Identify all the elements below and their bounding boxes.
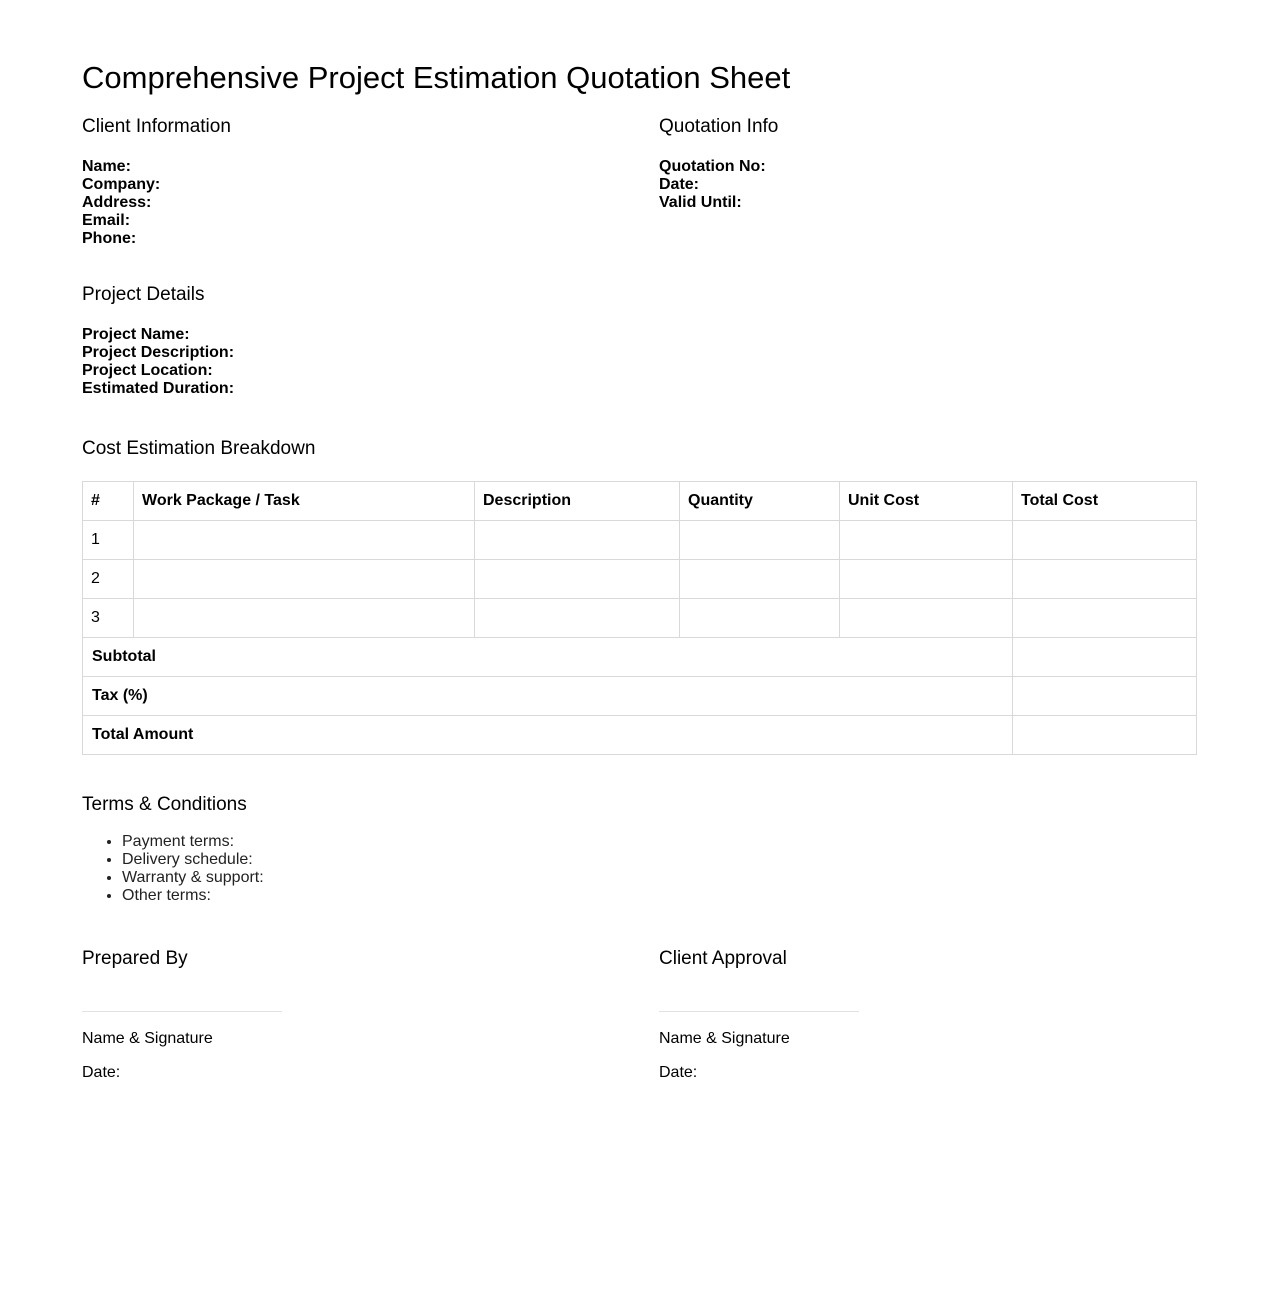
terms-section <box>82 793 264 905</box>
client-approval-section <box>659 947 1059 1082</box>
task-cell[interactable] <box>134 521 475 560</box>
subtotal-row <box>83 638 1197 677</box>
client-information-fields <box>82 158 231 248</box>
total-cost-cell[interactable] <box>1013 560 1197 599</box>
terms-heading: Terms & Conditions <box>82 794 247 815</box>
project-details-section <box>82 283 234 398</box>
client-address-label: Address: <box>82 194 152 211</box>
client-approval-signature-line[interactable] <box>659 1011 859 1012</box>
column-header-number: # <box>83 482 134 521</box>
column-header-task: Work Package / Task <box>134 482 475 521</box>
column-header-quantity: Quantity <box>680 482 840 521</box>
client-phone-label: Phone: <box>82 230 137 247</box>
description-cell[interactable] <box>475 521 680 560</box>
client-information-section <box>82 115 231 248</box>
column-header-total-cost: Total Cost <box>1013 482 1197 521</box>
project-description-label: Project Description: <box>82 344 235 361</box>
estimated-duration-label: Estimated Duration: <box>82 380 235 397</box>
quotation-date-label: Date: <box>659 176 700 193</box>
terms-list <box>82 833 264 905</box>
quantity-cell[interactable] <box>680 599 840 638</box>
quotation-info-fields <box>659 158 778 212</box>
tax-value-cell[interactable] <box>1013 677 1197 716</box>
description-cell[interactable] <box>475 599 680 638</box>
column-header-description: Description <box>475 482 680 521</box>
unit-cost-cell[interactable] <box>840 560 1013 599</box>
project-details-heading: Project Details <box>82 284 205 305</box>
client-company-label: Company: <box>82 176 161 193</box>
tax-row <box>83 677 1197 716</box>
list-item: • Warranty & support: <box>122 869 264 887</box>
client-email-label: Email: <box>82 212 131 229</box>
total-amount-row <box>83 716 1197 755</box>
client-approval-signature-caption: Name & Signature <box>659 1030 790 1047</box>
project-location-label: Project Location: <box>82 362 213 379</box>
unit-cost-cell[interactable] <box>840 599 1013 638</box>
project-details-fields <box>82 326 234 398</box>
prepared-by-date-label: Date: <box>82 1064 121 1081</box>
quantity-cell[interactable] <box>680 521 840 560</box>
table-row <box>83 560 1197 599</box>
page-title: Comprehensive Project Estimation Quotation Sheet <box>82 60 791 95</box>
subtotal-value-cell[interactable] <box>1013 638 1197 677</box>
list-item: • Other terms: <box>122 887 264 905</box>
quotation-info-heading: Quotation Info <box>659 116 779 137</box>
total-cost-cell[interactable] <box>1013 521 1197 560</box>
total-amount-label: Total Amount <box>83 716 1013 755</box>
table-row <box>83 599 1197 638</box>
quotation-number-label: Quotation No: <box>659 158 766 175</box>
quantity-cell[interactable] <box>680 560 840 599</box>
cost-breakdown-heading: Cost Estimation Breakdown <box>82 438 316 459</box>
row-number: 3 <box>83 599 134 638</box>
prepared-by-signature-line[interactable] <box>82 1011 282 1012</box>
column-header-unit-cost: Unit Cost <box>840 482 1013 521</box>
quotation-info-section <box>659 115 778 212</box>
task-cell[interactable] <box>134 599 475 638</box>
client-name-label: Name: <box>82 158 131 175</box>
total-cost-cell[interactable] <box>1013 599 1197 638</box>
description-cell[interactable] <box>475 560 680 599</box>
list-item: • Delivery schedule: <box>122 851 264 869</box>
client-approval-date-label: Date: <box>659 1064 698 1081</box>
tax-label: Tax (%) <box>83 677 1013 716</box>
prepared-by-section <box>82 947 482 1082</box>
cost-breakdown-section <box>82 437 315 461</box>
project-name-label: Project Name: <box>82 326 190 343</box>
quotation-valid-until-label: Valid Until: <box>659 194 742 211</box>
total-amount-value-cell[interactable] <box>1013 716 1197 755</box>
subtotal-label: Subtotal <box>83 638 1013 677</box>
row-number: 2 <box>83 560 134 599</box>
list-item: • Payment terms: <box>122 833 264 851</box>
task-cell[interactable] <box>134 560 475 599</box>
prepared-by-heading: Prepared By <box>82 948 188 969</box>
unit-cost-cell[interactable] <box>840 521 1013 560</box>
row-number: 1 <box>83 521 134 560</box>
table-header-row <box>83 482 1197 521</box>
client-approval-heading: Client Approval <box>659 948 787 969</box>
table-row <box>83 521 1197 560</box>
client-information-heading: Client Information <box>82 116 231 137</box>
cost-breakdown-table <box>82 481 1197 755</box>
prepared-by-signature-caption: Name & Signature <box>82 1030 213 1047</box>
